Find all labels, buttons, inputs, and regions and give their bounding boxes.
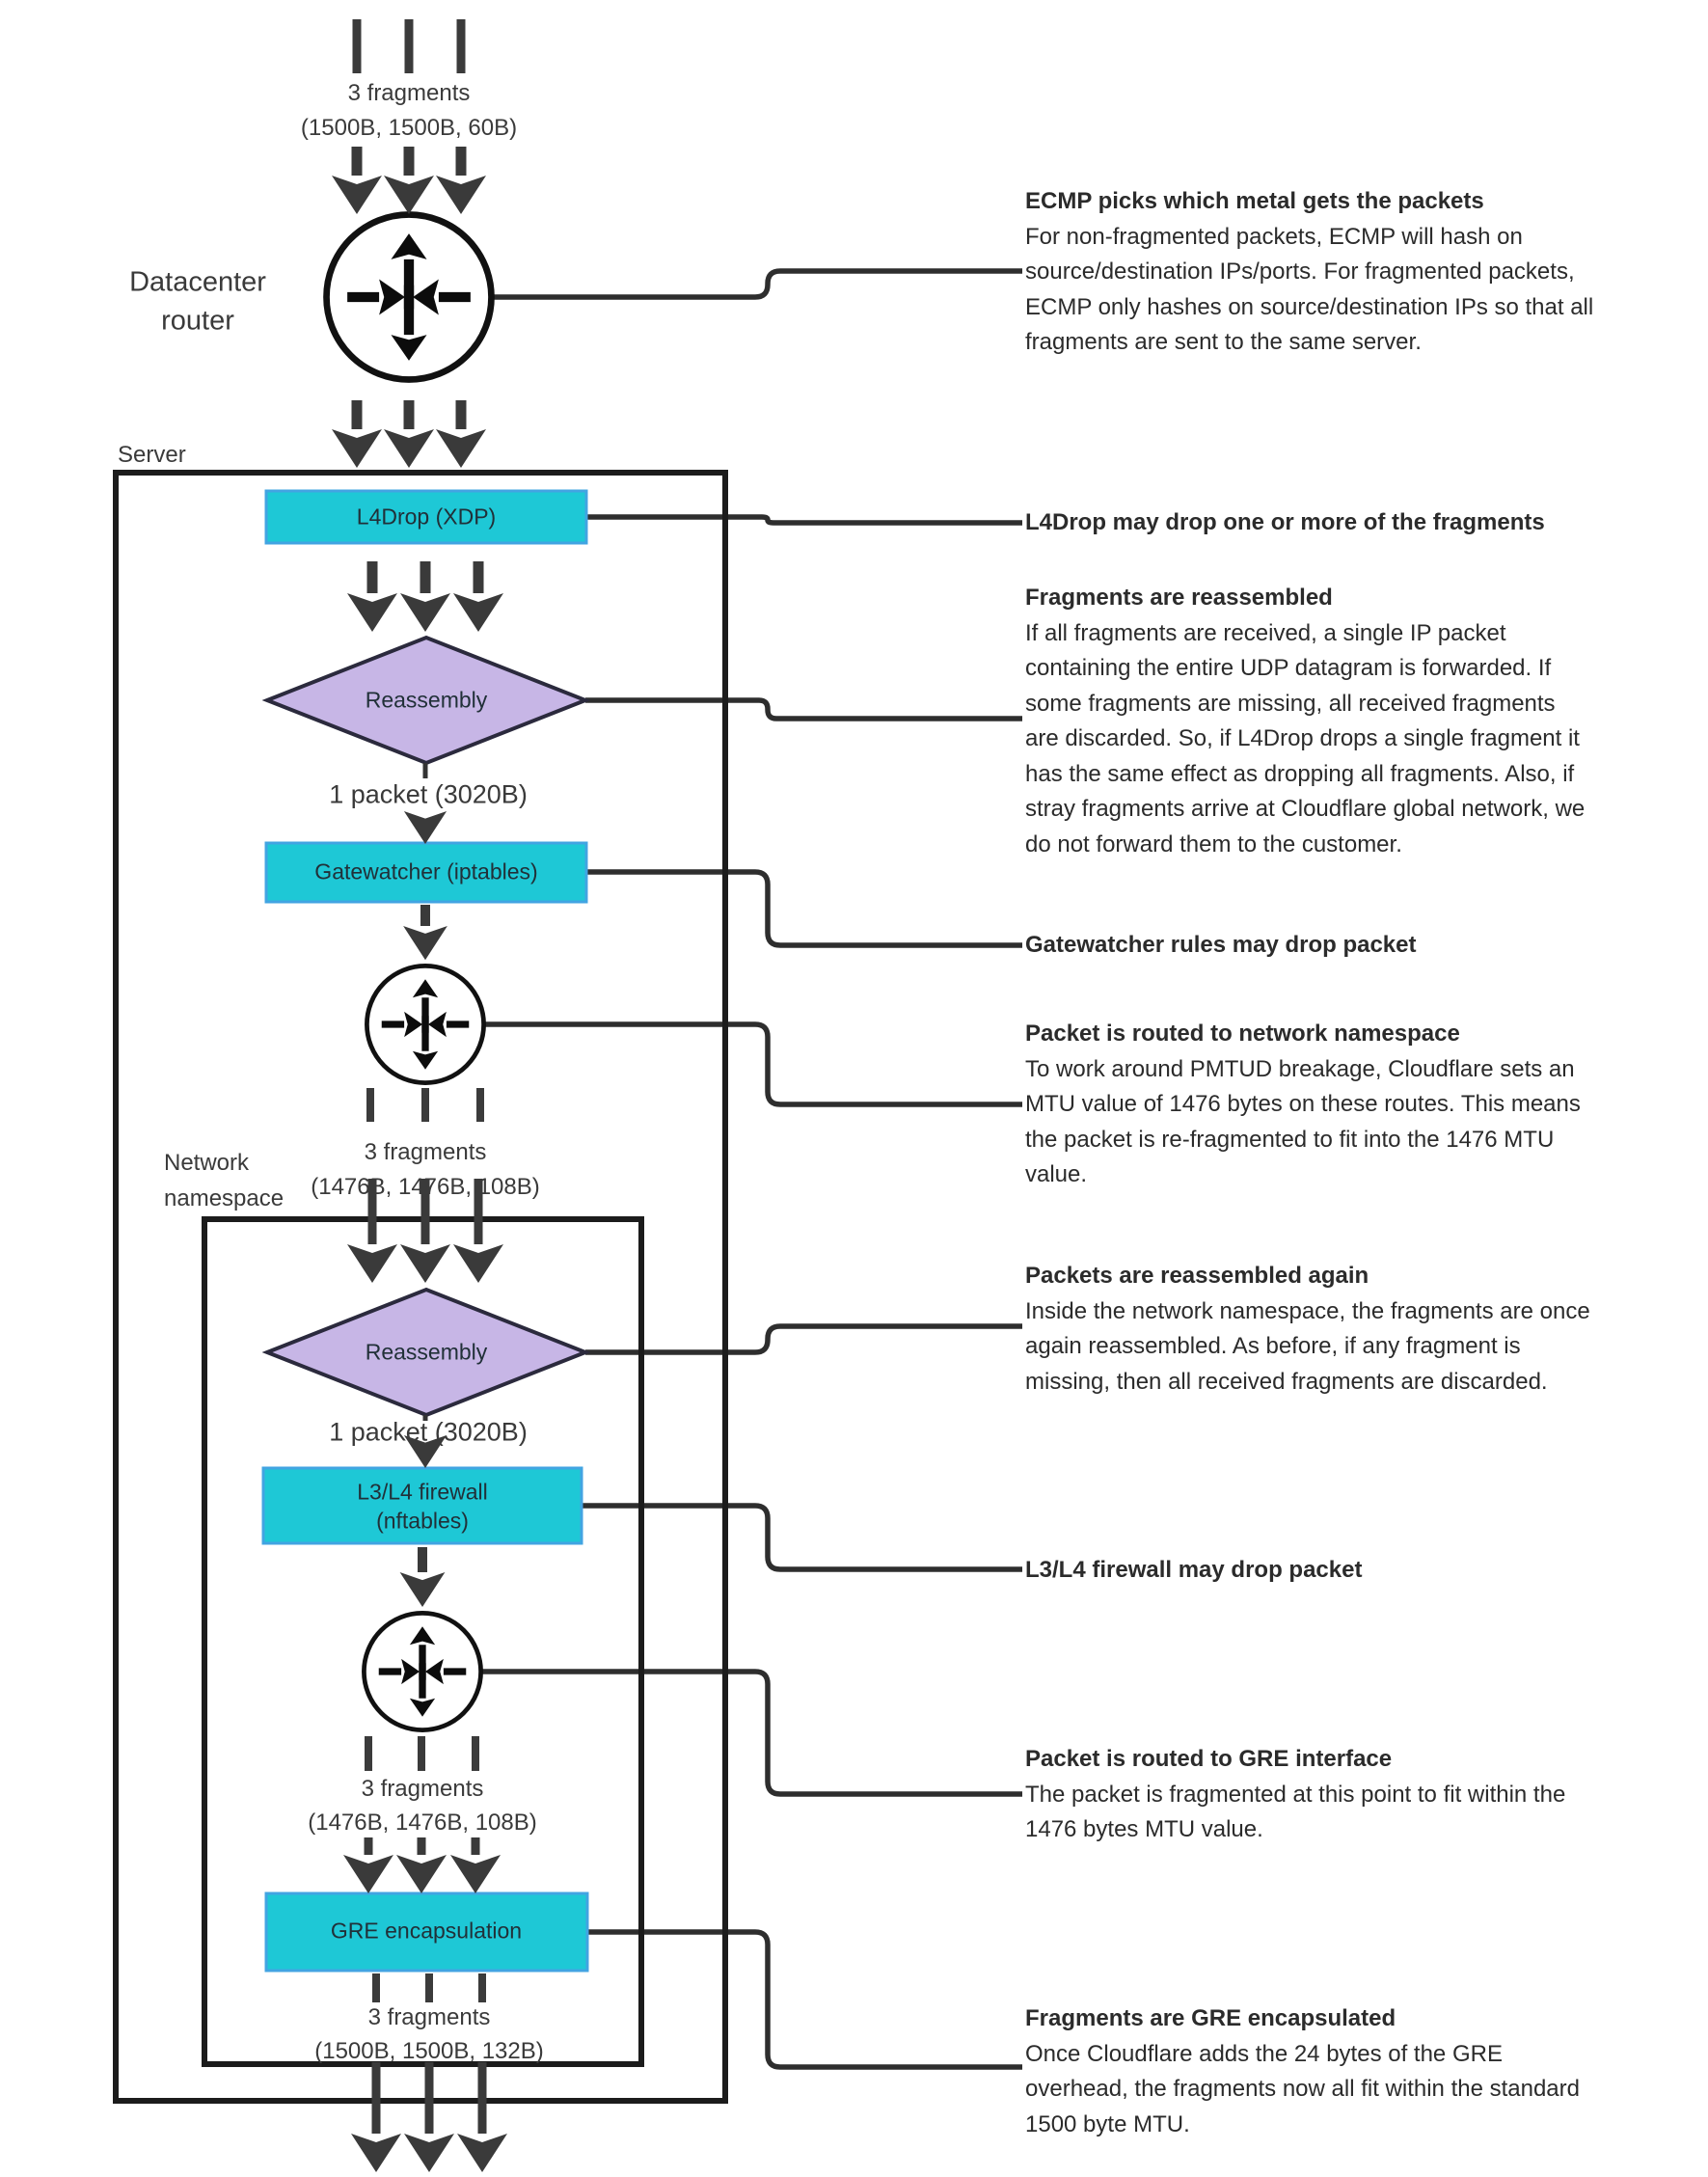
- fragment-dashes-mid: [370, 1088, 480, 1122]
- annotation-heading: Gatewatcher rules may drop packet: [1025, 932, 1417, 958]
- connector-firewall: [582, 1506, 1022, 1569]
- annotation-gre-encap: Fragments are GRE encapsulated Once Cloudflare adds the 24 bytes of the GRE overhead, the fragments now all fit within the standard 1500 byte MTU.: [1025, 2001, 1580, 2142]
- gre-fragment-sizes-label: (1476B, 1476B, 108B): [308, 1810, 537, 1836]
- top-fragments-label: 3 fragments: [347, 80, 471, 106]
- server-label: Server: [118, 442, 186, 468]
- connector-gatewatcher: [586, 872, 1022, 945]
- annotation-heading: Packets are reassembled again: [1025, 1263, 1369, 1289]
- connector-ecmp: [492, 271, 1022, 297]
- firewall-label-line2: (nftables): [376, 1508, 469, 1534]
- annotation-heading: Fragments are GRE encapsulated: [1025, 2005, 1396, 2031]
- annotation-gre-route: Packet is routed to GRE interface The packet is fragmented at this point to fit within the 1476 bytes MTU value.: [1025, 1742, 1565, 1848]
- connector-gre-encap: [587, 1932, 1022, 2067]
- router-icon-datacenter: [327, 215, 492, 380]
- one-packet-label-1: 1 packet (3020B): [329, 779, 528, 809]
- router-icon-namespace: [366, 966, 483, 1082]
- reassembly-label-1: Reassembly: [365, 687, 488, 713]
- l4drop-label: L4Drop (XDP): [356, 503, 497, 530]
- arrows-into-router: [357, 147, 461, 176]
- annotation-heading: L4Drop may drop one or more of the fragments: [1025, 509, 1545, 535]
- connector-reassembly-1: [585, 700, 1022, 719]
- netns-label-line2: namespace: [164, 1185, 285, 1211]
- one-packet-label-2: 1 packet (3020B): [329, 1417, 528, 1447]
- gatewatcher-label: Gatewatcher (iptables): [314, 858, 538, 884]
- gre-fragments-label: 3 fragments: [361, 1776, 484, 1802]
- connector-netns-route: [484, 1024, 1022, 1104]
- fragment-dashes-gre: [368, 1736, 475, 1771]
- annotation-heading: L3/L4 firewall may drop packet: [1025, 1557, 1363, 1583]
- annotation-heading: Packet is routed to GRE interface: [1025, 1746, 1393, 1772]
- annotation-reassembled: Fragments are reassembled If all fragments are received, a single IP packet containing the entire UDP datagram is forwarded. If some fragments are missing, all received fragments are discarded. So, if L4Drop drops a single fragment it has the same effect as dropping all fragments. Also, if stray fragments arrive at Cloudflare global network, we do not forward them to the customer.: [1025, 581, 1585, 862]
- annotation-ecmp: ECMP picks which metal gets the packets For non-fragmented packets, ECMP will hash on source/destination IPs/ports. For fragmented packets, ECMP only hashes on source/destination IPs so that all fragments are sent to the same server.: [1025, 184, 1593, 361]
- annotation-l4drop: [1025, 505, 1545, 541]
- arrows-into-server: [357, 400, 461, 429]
- annotation-heading: Packet is routed to network namespace: [1025, 1020, 1460, 1047]
- top-fragment-sizes-label: (1500B, 1500B, 60B): [300, 115, 518, 141]
- mid-fragments-label: 3 fragments: [364, 1139, 487, 1165]
- gre-label: GRE encapsulation: [330, 1918, 523, 1944]
- annotation-heading: Fragments are reassembled: [1025, 585, 1333, 611]
- bottom-fragments-label: 3 fragments: [367, 2004, 491, 2030]
- annotation-gatewatcher: [1025, 928, 1417, 964]
- router-icon-gre: [364, 1613, 480, 1729]
- connector-reassembly-2: [585, 1326, 1022, 1352]
- annotation-netns-route: Packet is routed to network namespace To work around PMTUD breakage, Cloudflare sets an MTU value of 1476 bytes on these routes. This means the packet is re-fragmented to fit into the 1476 MTU value.: [1025, 1017, 1581, 1193]
- fragment-dashes-bottom: [376, 1973, 482, 2002]
- datacenter-router-label-line2: router: [161, 305, 234, 337]
- annotation-heading: ECMP picks which metal gets the packets: [1025, 188, 1484, 214]
- annotation-reassembled-again: Packets are reassembled again Inside the network namespace, the fragments are once again reassembled. As before, if any fragment is missing, then all received fragments are discarded.: [1025, 1259, 1590, 1400]
- arrows-l4drop-to-reassembly: [372, 561, 478, 593]
- bottom-fragment-sizes-label: (1500B, 1500B, 132B): [314, 2038, 544, 2064]
- reassembly-label-2: Reassembly: [365, 1339, 488, 1365]
- connector-l4drop: [586, 517, 1022, 523]
- mid-fragment-sizes-label: (1476B, 1476B, 108B): [311, 1174, 540, 1200]
- arrow-packet-to-gatewatcher: [404, 811, 447, 844]
- annotation-firewall: [1025, 1553, 1362, 1589]
- datacenter-router-label-line1: Datacenter: [129, 266, 266, 298]
- netns-label-line1: Network: [164, 1150, 250, 1176]
- arrows-into-gre: [368, 1837, 475, 1855]
- connector-gre-route: [481, 1672, 1022, 1794]
- fragment-dashes-top: [357, 19, 461, 73]
- firewall-label-line1: L3/L4 firewall: [357, 1479, 488, 1505]
